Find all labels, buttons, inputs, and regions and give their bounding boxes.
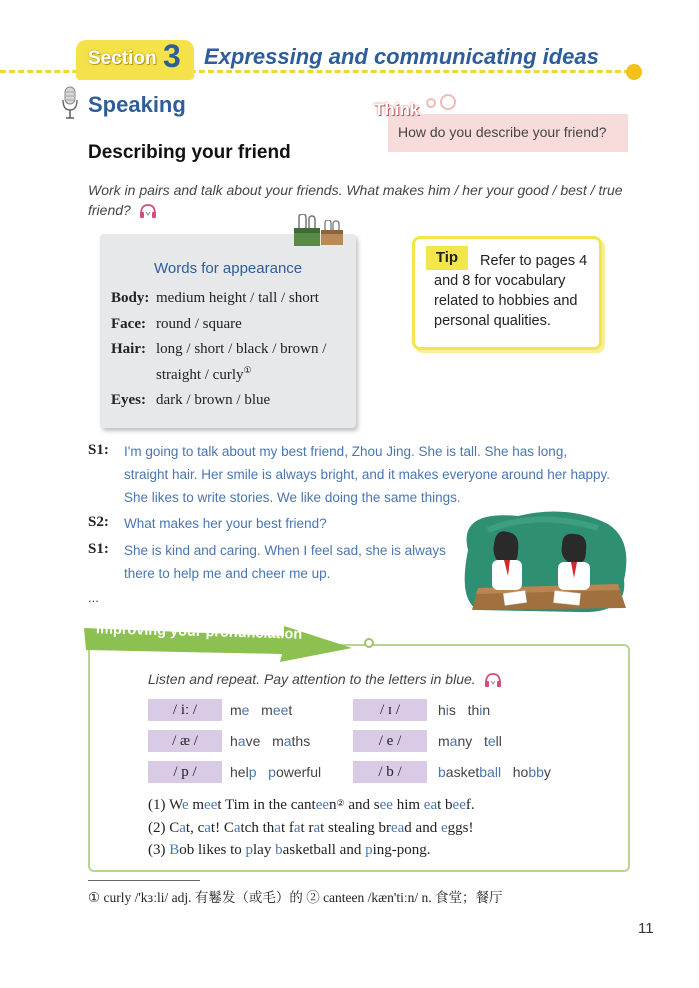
pronunciation-dot [364, 638, 374, 648]
speaker-label: S1: [88, 541, 109, 557]
row-label: Body: [111, 290, 150, 306]
example-words [230, 761, 321, 783]
section-number: 3 [163, 38, 181, 74]
section-title: Expressing and communicating ideas [204, 44, 599, 69]
tip-label: Tip [426, 246, 468, 270]
example-words [438, 699, 490, 721]
microphone-icon [62, 86, 78, 120]
think-bubble-small [426, 98, 436, 108]
word-part: m [261, 702, 273, 718]
instruction-label: Work in pairs and talk about your friends. What makes him / her your good / best / true friend? [88, 182, 623, 218]
dialogue-line: there to help me and cheer me up. [124, 566, 331, 581]
headphones-icon[interactable] [139, 203, 157, 219]
word-highlight: ee [272, 702, 289, 718]
word-part: n [482, 702, 491, 718]
footnote-rule [88, 880, 200, 881]
dialogue-ellipsis: ... [88, 590, 99, 605]
word-part: m [230, 702, 242, 718]
example-words [230, 730, 310, 752]
word-highlight: p [268, 764, 276, 780]
word-highlight: e [487, 733, 496, 749]
word-highlight: bb [528, 764, 544, 780]
word-highlight: a [283, 733, 292, 749]
word-part: ny [457, 733, 473, 749]
phonetic-symbol: / b / [353, 761, 427, 783]
row-text: dark / brown / blue [156, 392, 271, 408]
words-row-body [111, 290, 319, 307]
word-part: m [272, 733, 284, 749]
word-highlight: b [438, 764, 446, 780]
word-part: h [438, 702, 446, 718]
words-row-eyes [111, 392, 270, 409]
headphones-icon[interactable] [484, 672, 502, 688]
section-word: Section [88, 48, 157, 69]
header-dot [626, 64, 642, 80]
students-illustration [458, 510, 628, 614]
pronunciation-title: Improving your pronunciation [95, 621, 303, 643]
words-card-title: Words for appearance [154, 260, 303, 277]
word-part: t [483, 733, 488, 749]
example-words [438, 761, 551, 783]
sentence-text: (2) Cat, cat! Catch that fat rat stealing bread and eggs! [148, 820, 474, 836]
example-words [438, 730, 502, 752]
row-text: medium height / tall / short [156, 290, 319, 306]
dialogue-line: I'm going to talk about my best friend, Zhou Jing. She is tall. She has long, [124, 444, 568, 459]
binder-clip-icon [320, 220, 344, 246]
pronunciation-instruction-label: Listen and repeat. Pay attention to the letters in blue. [148, 671, 476, 687]
word-part: m [438, 733, 450, 749]
row-text: long / short / black / brown / [156, 341, 327, 357]
row-label: Eyes: [111, 392, 146, 408]
speaker-label: S1: [88, 442, 109, 458]
word-part: ve [245, 733, 261, 749]
word-part: y [543, 764, 551, 780]
phonetic-symbol: / e / [353, 730, 427, 752]
word-part: asket [445, 764, 480, 780]
dialogue-line: What makes her your best friend? [124, 516, 327, 531]
word-highlight: a [237, 733, 246, 749]
word-highlight: p [248, 764, 257, 780]
speaker-label: S2: [88, 514, 109, 530]
practice-sentence [148, 794, 475, 816]
word-part: owerful [275, 764, 322, 780]
instruction-text [88, 180, 628, 220]
word-part: th [467, 702, 480, 718]
words-row-face [111, 316, 242, 333]
example-words [230, 699, 292, 721]
row-text: round / square [156, 316, 242, 332]
sentence-text: (3) Bob likes to play basketball and ping-pong. [148, 842, 431, 858]
footnote: ① curly /'kɜːli/ adj. 有鬈发（或毛）的 ② canteen /kæn'tiːn/ n. 食堂；餐厅 [88, 890, 503, 905]
word-part: t [288, 702, 293, 718]
words-row-hair-cont [111, 367, 252, 384]
dialogue-line: She likes to write stories. We like doing the same things. [124, 490, 461, 505]
word-part: h [230, 733, 238, 749]
word-part: ho [512, 764, 529, 780]
row-text: straight / curly [156, 367, 244, 383]
word-highlight: ball [479, 764, 502, 780]
binder-clip-icon [292, 214, 322, 248]
row-label: Face: [111, 316, 146, 332]
word-highlight: i [445, 702, 449, 718]
row-label: Hair: [111, 341, 146, 357]
phonetic-symbol: / ɪ / [353, 699, 427, 721]
think-bubble-large [440, 94, 456, 110]
words-row-hair [111, 341, 326, 358]
phonetic-symbol: / iː / [148, 699, 222, 721]
word-highlight: a [449, 733, 458, 749]
think-question: How do you describe your friend? [398, 124, 607, 140]
speaking-label: Speaking [88, 92, 186, 117]
word-highlight: i [479, 702, 483, 718]
pronunciation-instruction [148, 671, 502, 688]
sentence-text: (1) We meet Tim in the canteen② and see him eat beef. [148, 797, 475, 813]
word-part: ths [291, 733, 311, 749]
word-part: ll [495, 733, 502, 749]
think-label: Think [374, 100, 420, 119]
page-heading: Describing your friend [88, 142, 291, 163]
word-highlight: e [241, 702, 250, 718]
phonetic-symbol: / æ / [148, 730, 222, 752]
phonetic-symbol: / p / [148, 761, 222, 783]
practice-sentence [148, 817, 473, 839]
dialogue-line: She is kind and caring. When I feel sad, she is always [124, 543, 446, 558]
dialogue-line: straight hair. Her smile is always bright, and it makes everyone around her happy. [124, 467, 610, 482]
word-part: s [448, 702, 456, 718]
practice-sentence [148, 839, 431, 861]
word-part: hel [230, 764, 249, 780]
tip-text: Refer to pages 4 and 8 for vocabulary related to hobbies and personal qualities. [434, 253, 588, 329]
page-number: 11 [638, 920, 654, 937]
footnote-ref: ① [243, 365, 252, 375]
